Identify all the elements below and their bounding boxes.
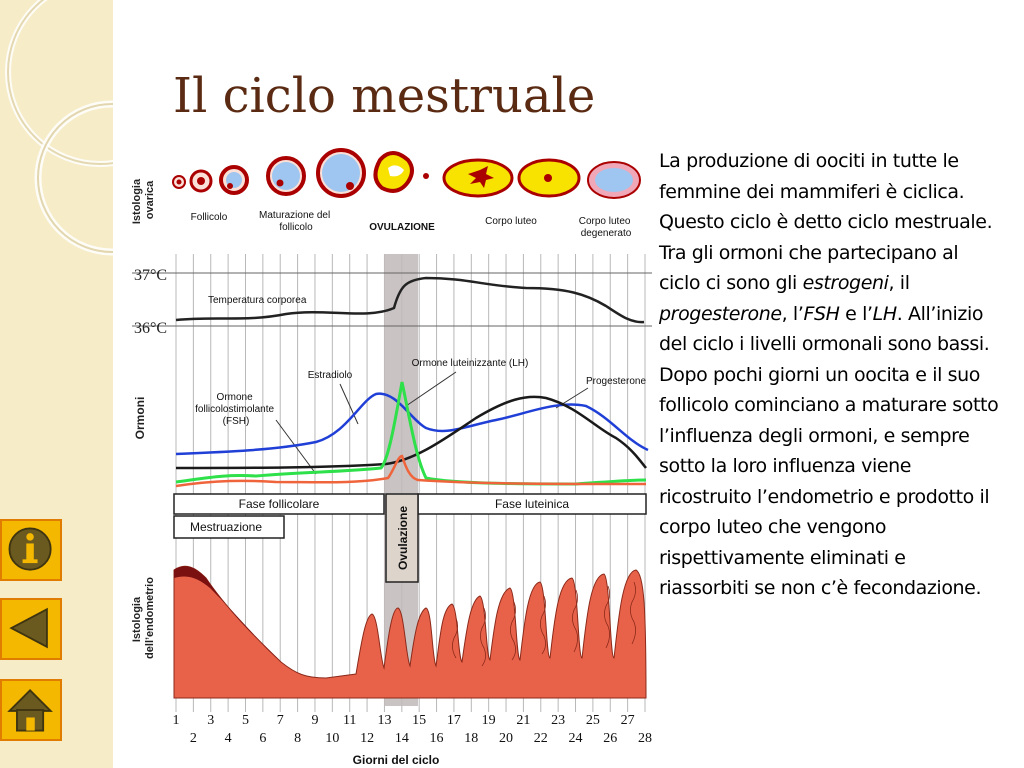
day-label: 27: [620, 713, 635, 728]
day-label: 28: [638, 731, 652, 746]
day-label: 2: [189, 731, 197, 746]
x-axis-title: Giorni del ciclo: [352, 753, 440, 767]
temp-36: 36°C: [134, 320, 168, 337]
day-label: 10: [325, 731, 340, 746]
home-button[interactable]: [0, 679, 62, 741]
label-endometrium-histology: Istologia dell’endometrio: [131, 577, 156, 659]
label-fsh: Ormone follicolostimolante (FSH): [195, 392, 275, 427]
day-label: 25: [585, 713, 600, 728]
menstrual-cycle-diagram: [126, 138, 656, 768]
day-label: 3: [207, 713, 215, 728]
day-label: 11: [342, 713, 357, 728]
day-label: 22: [533, 731, 548, 746]
day-label: 14: [394, 731, 409, 746]
day-label: 19: [481, 713, 496, 728]
temp-label: Temperatura corporea: [208, 295, 307, 306]
day-label: 21: [516, 713, 531, 728]
text-run: . All’inizio del ciclo i livelli ormonali sono bassi. Dopo pochi giorni un oocita e il suo follicolo cominciano a maturare sotto l’influenza degli ormoni, e sempre sotto la loro influenza viene ricostruito l’endometrio e prodotto il corpo luteo che vengono rispettivamente eliminati e riassorbiti se non c’è fecondazione.: [659, 302, 999, 599]
text-run: , l’: [781, 302, 804, 325]
slide-body-text: [659, 146, 999, 604]
stage-ovulation: OVULAZIONE: [369, 222, 435, 233]
day-label: 15: [412, 713, 427, 728]
day-label: 16: [429, 731, 444, 746]
label-ovarian-histology: Istologia ovarica: [131, 178, 156, 225]
day-label: 26: [603, 731, 618, 746]
day-label: 18: [464, 731, 479, 746]
day-label: 6: [259, 731, 267, 746]
label-estradiol: Estradiolo: [307, 370, 353, 381]
svg-text:Fase follicolare: Fase follicolare: [238, 497, 320, 511]
italic-term: progesterone: [659, 302, 782, 325]
italic-term: LH: [872, 302, 897, 325]
day-label: 24: [568, 731, 583, 746]
label-hormones: Ormoni: [133, 396, 147, 440]
svg-text:Mestruazione: Mestruazione: [189, 520, 263, 534]
stage-maturation: Maturazione del follicolo: [259, 210, 331, 233]
day-label: 7: [276, 713, 284, 728]
svg-text:Fase luteinica: Fase luteinica: [494, 497, 570, 511]
slide-title: Il ciclo mestruale: [173, 68, 596, 124]
label-lh: Ormone luteinizzante (LH): [411, 358, 529, 369]
info-icon: [2, 521, 60, 579]
text-run: , il: [888, 272, 910, 294]
day-label: 12: [360, 731, 375, 746]
day-label: 1: [172, 713, 180, 728]
day-label: 4: [224, 731, 232, 746]
italic-term: FSH: [803, 302, 840, 325]
text-run: La produzione di oociti in tutte le femmine dei mammiferi è ciclica. Questo ciclo è detto ciclo mestruale. Tra gli ormoni che partecipano al ciclo ci sono gli: [659, 150, 993, 294]
info-button[interactable]: [0, 519, 62, 581]
stage-corpus-luteum: Corpo luteo: [485, 216, 537, 227]
italic-term: estrogeni: [802, 272, 889, 294]
day-label: 5: [241, 713, 249, 728]
label-progesterone: Progesterone: [585, 376, 647, 387]
text-run: e l’: [839, 302, 873, 325]
stage-follicle: Follicolo: [190, 212, 228, 223]
day-label: 13: [377, 713, 392, 728]
day-label: 20: [499, 731, 514, 746]
back-arrow-icon: [2, 600, 60, 658]
day-label: 9: [311, 713, 319, 728]
day-label: 17: [446, 713, 461, 728]
back-button[interactable]: [0, 598, 62, 660]
decorative-circles: [0, 0, 113, 260]
svg-text:Ovulazione: Ovulazione: [396, 505, 410, 571]
day-label: 8: [294, 731, 302, 746]
home-icon: [2, 681, 60, 739]
stage-corpus-degenerate: Corpo luteo degenerato: [578, 216, 632, 239]
day-label: 23: [551, 713, 566, 728]
temp-37: 37°C: [134, 267, 168, 284]
